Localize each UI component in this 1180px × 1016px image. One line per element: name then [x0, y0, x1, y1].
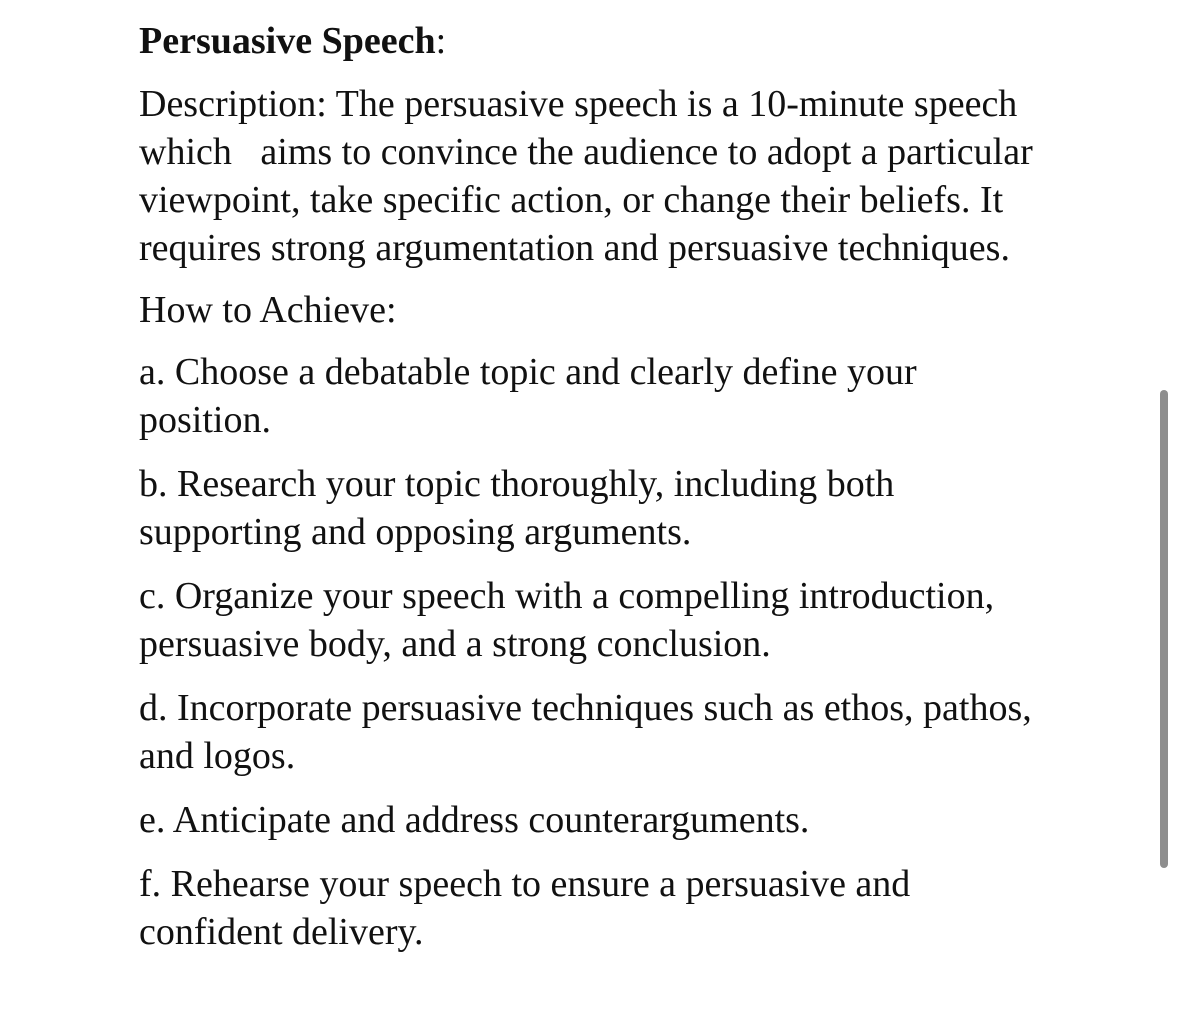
- heading-colon: :: [435, 20, 447, 62]
- step-item-a: a. Choose a debatable topic and clearly define your position.: [139, 351, 917, 441]
- step-item-b: b. Research your topic thoroughly, including both supporting and opposing arguments.: [139, 463, 895, 553]
- step-item-f: f. Rehearse your speech to ensure a persuasive and confident delivery.: [139, 863, 911, 953]
- step-item-c: c. Organize your speech with a compelling introduction, persuasive body, and a strong conclusion.: [139, 575, 995, 665]
- steps-list: [139, 348, 1039, 956]
- document-body: [139, 18, 1043, 956]
- step-item-e: e. Anticipate and address counterarguments.: [139, 799, 810, 841]
- heading-title: Persuasive Speech: [139, 20, 436, 62]
- how-to-achieve-label: How to Achieve:: [139, 289, 397, 331]
- vertical-scrollbar[interactable]: [1160, 390, 1168, 868]
- step-item-d: d. Incorporate persuasive techniques such as ethos, pathos, and logos.: [139, 687, 1032, 777]
- section-heading: [139, 18, 1039, 64]
- description-paragraph: Description: The persuasive speech is a 10-minute speech which aims to convince the audience to adopt a particular viewpoint, take specific action, or change their beliefs. It requires strong argumentation and persuasive techniques.: [139, 83, 1043, 269]
